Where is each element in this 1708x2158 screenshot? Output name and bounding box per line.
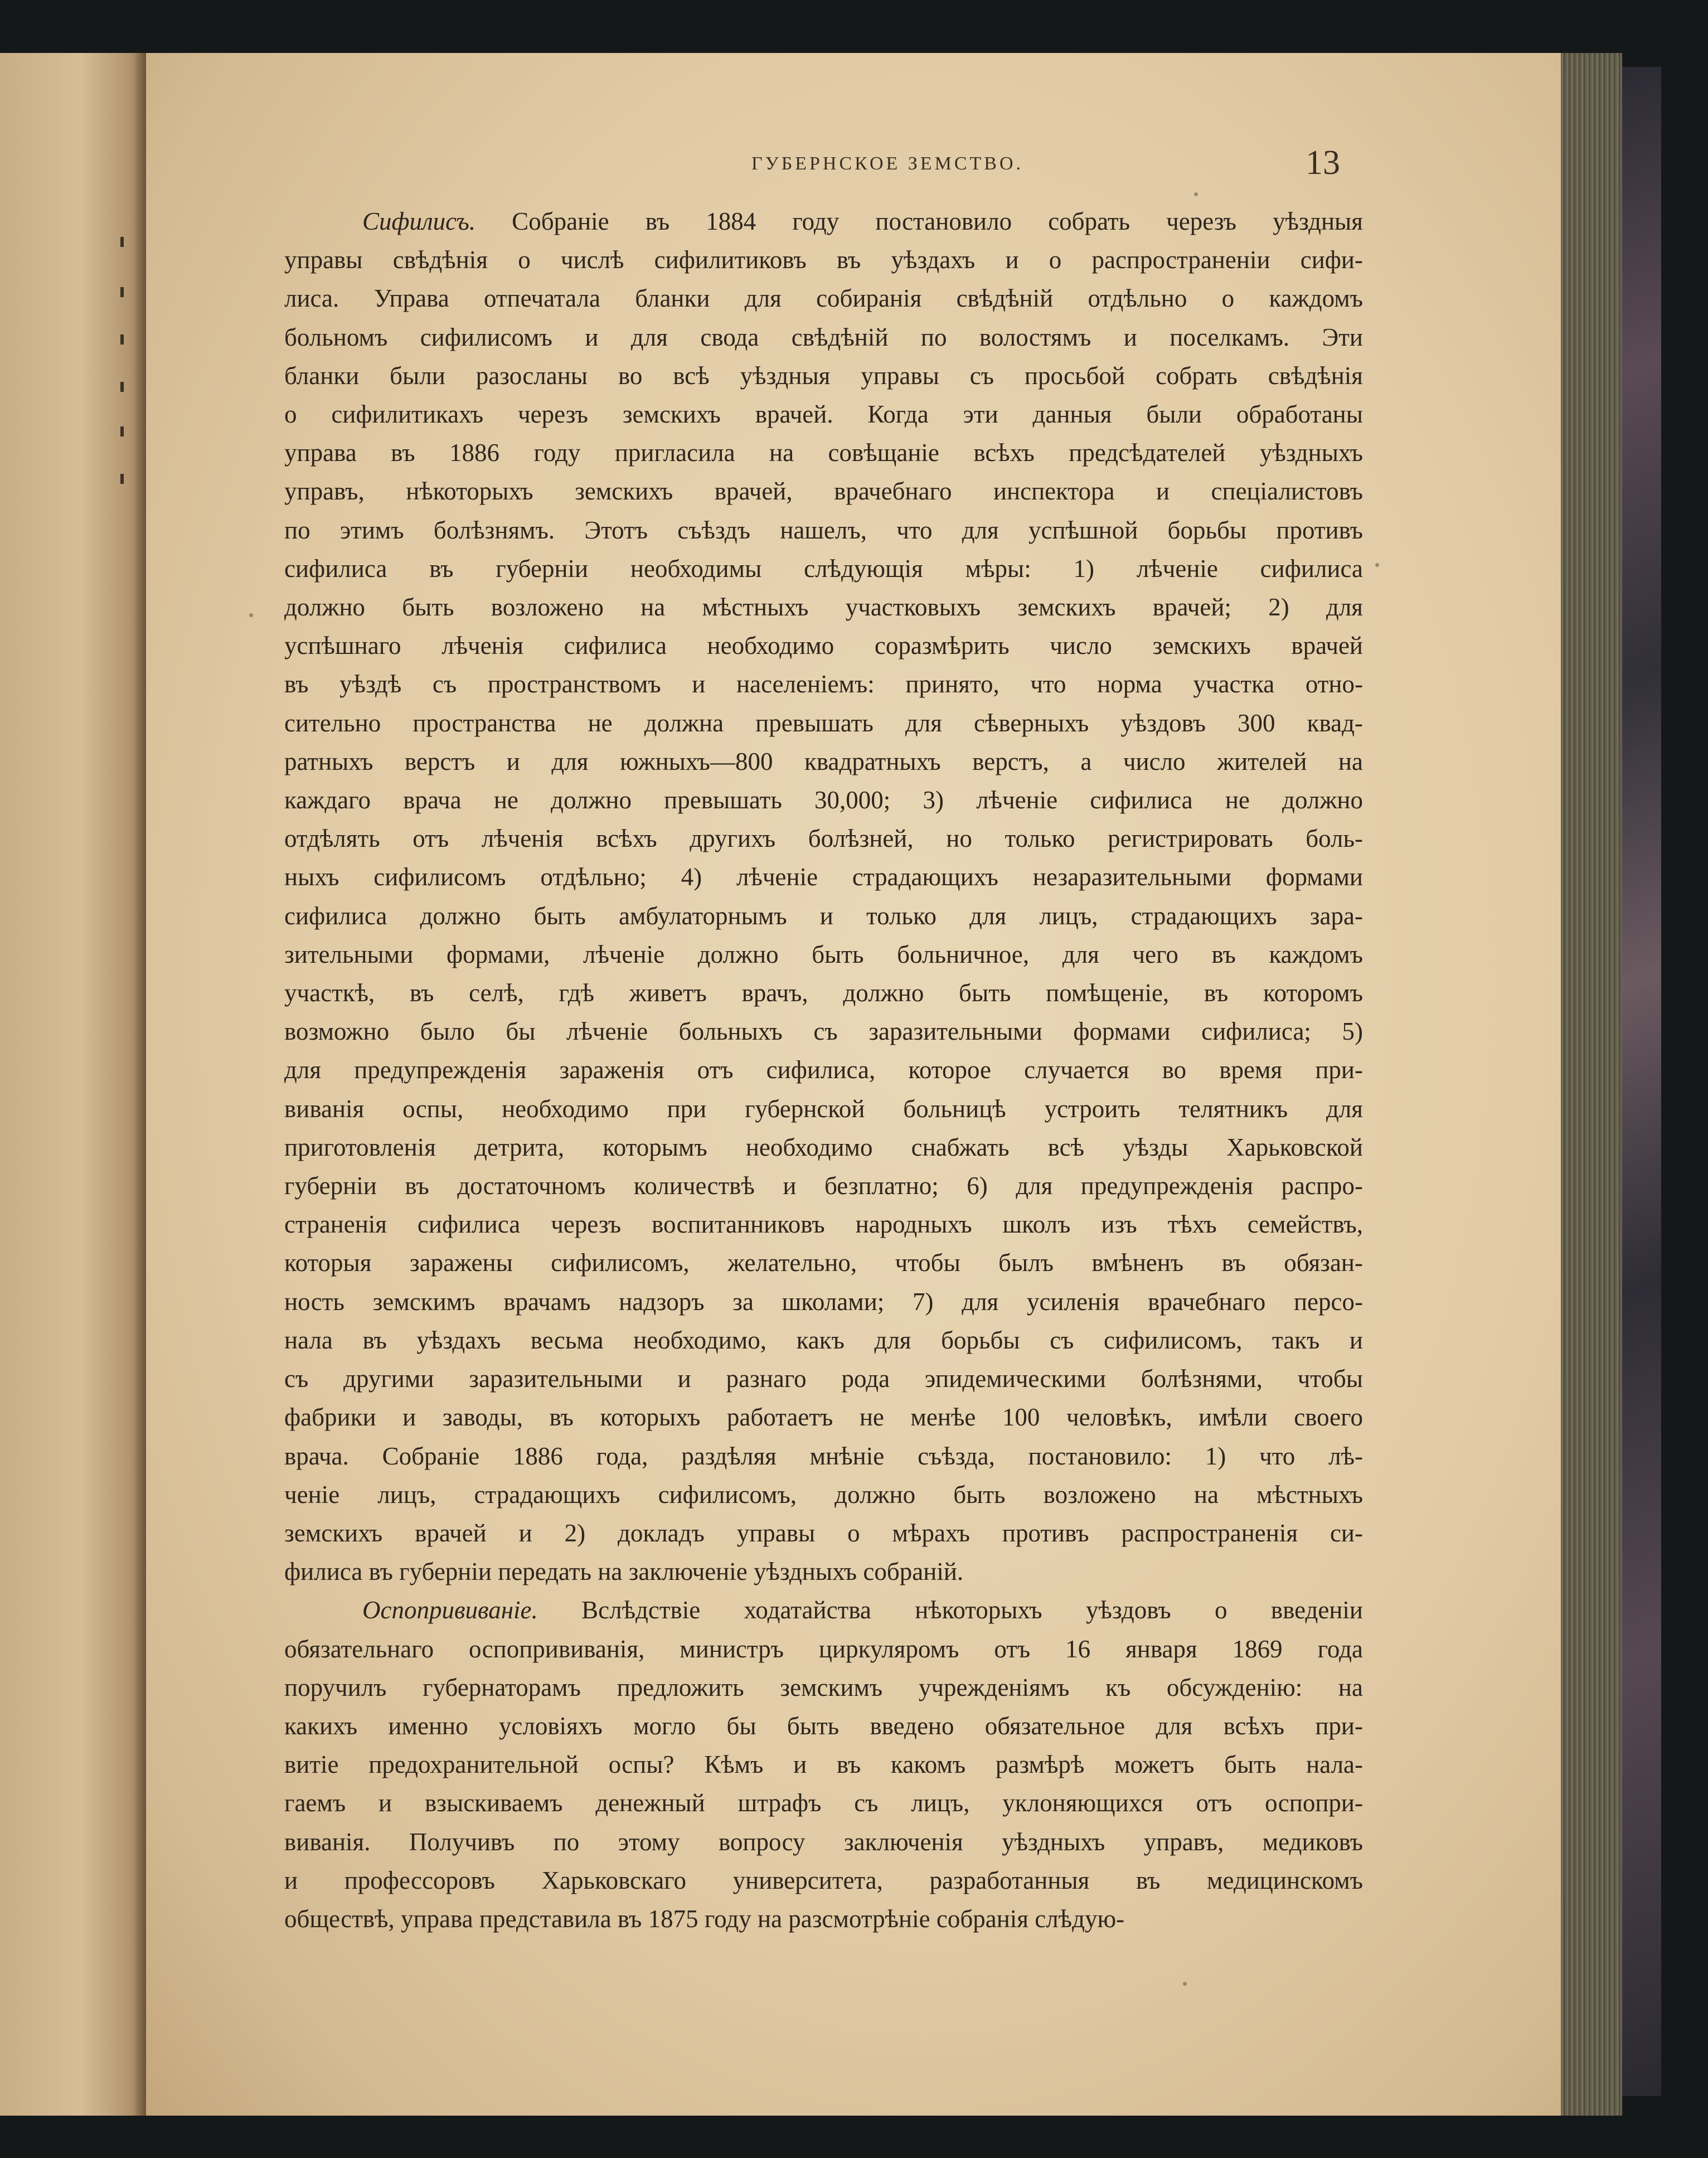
line-text: ченіе лицъ, страдающихъ сифилисомъ, должно быть возложено на мѣстныхъ	[284, 1480, 1363, 1509]
line-text: съ другими заразительными и разнаго рода эпидемическими болѣзнями, чтобы	[284, 1365, 1363, 1393]
text-line	[284, 1321, 1363, 1360]
text-line	[284, 974, 1363, 1012]
line-text: управъ, нѣкоторыхъ земскихъ врачей, врачебнаго инспектора и спеціалистовъ	[284, 477, 1363, 506]
text-line	[284, 279, 1363, 318]
text-line	[284, 704, 1363, 743]
line-text: въ уѣздѣ съ пространствомъ и населеніемъ: принято, что норма участка отно-	[284, 670, 1363, 699]
line-text: сифилиса должно быть амбулаторнымъ и только для лицъ, страдающихъ зара-	[284, 901, 1363, 930]
paragraph	[284, 202, 1363, 1591]
text-line	[284, 743, 1363, 781]
text-line	[284, 511, 1363, 550]
line-text: бланки были разосланы во всѣ уѣздныя управы съ просьбой собрать свѣдѣнія	[284, 361, 1363, 390]
line-text: отдѣлять отъ лѣченія всѣхъ другихъ болѣзней, но только регистрировать боль-	[284, 825, 1363, 853]
text-line	[284, 858, 1363, 896]
text-line	[284, 1128, 1363, 1167]
text-line	[284, 1437, 1363, 1476]
text-line	[284, 395, 1363, 434]
margin-mark	[120, 237, 124, 247]
paper-speck	[1375, 563, 1379, 567]
text-line	[284, 202, 1363, 241]
margin-mark	[120, 287, 124, 297]
book-page	[146, 53, 1562, 2116]
text-line	[284, 1514, 1363, 1553]
page-number: 13	[1306, 144, 1340, 182]
text-line	[284, 1012, 1363, 1051]
text-line	[284, 550, 1363, 588]
text-line	[284, 1669, 1363, 1707]
line-text: для предупрежденія зараженія отъ сифилиса, которое случается во время при-	[284, 1056, 1363, 1084]
line-text: обязательнаго оспопрививанія, министръ циркуляромъ отъ 16 января 1869 года	[284, 1635, 1363, 1663]
text-line	[284, 1823, 1363, 1861]
text-line	[284, 1283, 1363, 1321]
paragraph-lead: Сифилисъ.	[362, 207, 476, 235]
text-line	[284, 935, 1363, 974]
line-text: врача. Собраніе 1886 года, раздѣляя мнѣніе съѣзда, постановило: 1) что лѣ-	[284, 1442, 1363, 1470]
line-text: Собраніе въ 1884 году постановило собрать черезъ уѣздныя	[475, 207, 1363, 235]
text-line	[284, 1360, 1363, 1398]
line-text: виванія оспы, необходимо при губернской больницѣ устроить телятникъ для	[284, 1094, 1363, 1123]
line-text: гаемъ и взыскиваемъ денежный штрафъ съ лицъ, уклоняющихся отъ оспопри-	[284, 1789, 1363, 1817]
text-line	[284, 627, 1363, 665]
line-text: поручилъ губернаторамъ предложить земскимъ учрежденіямъ къ обсужденію: на	[284, 1673, 1363, 1701]
line-text: успѣшнаго лѣченія сифилиса необходимо соразмѣрить число земскихъ врачей	[284, 632, 1363, 660]
text-line	[284, 1861, 1363, 1900]
page-block-edge	[1561, 53, 1622, 2116]
line-text: управа въ 1886 году пригласила на совѣщаніе всѣхъ предсѣдателей уѣздныхъ	[284, 439, 1363, 467]
text-line	[284, 1784, 1363, 1822]
line-text: должно быть возложено на мѣстныхъ участковыхъ земскихъ врачей; 2) для	[284, 593, 1363, 622]
text-line	[284, 1630, 1363, 1669]
body-text	[284, 202, 1363, 1938]
line-text: которыя заражены сифилисомъ, желательно, чтобы былъ вмѣненъ въ обязан-	[284, 1249, 1363, 1277]
line-text: о сифилитикахъ черезъ земскихъ врачей. Когда эти данныя были обработаны	[284, 400, 1363, 429]
text-line	[284, 472, 1363, 511]
line-text: губерніи въ достаточномъ количествѣ и безплатно; 6) для предупрежденія распро-	[284, 1172, 1363, 1200]
text-line	[284, 1745, 1363, 1784]
line-text: витіе предохранительной оспы? Кѣмъ и въ какомъ размѣрѣ можетъ быть нала-	[284, 1750, 1363, 1779]
margin-mark	[120, 426, 124, 437]
text-line	[284, 1167, 1363, 1205]
line-text: какихъ именно условіяхъ могло бы быть введено обязательное для всѣхъ при-	[284, 1711, 1363, 1740]
text-line	[284, 1900, 1363, 1938]
marbled-cover-edge	[1622, 67, 1661, 2096]
line-text: ность земскимъ врачамъ надзоръ за школами; 7) для усиленія врачебнаго персо-	[284, 1287, 1363, 1316]
text-line	[284, 434, 1363, 472]
text-line	[284, 241, 1363, 279]
paper-speck	[1194, 192, 1198, 196]
text-line	[284, 357, 1363, 395]
left-facing-page	[0, 53, 146, 2116]
paragraph	[284, 1591, 1363, 1938]
line-text: Вслѣдствіе ходатайства нѣкоторыхъ уѣздовъ о введеніи	[537, 1596, 1363, 1624]
text-line	[284, 1205, 1363, 1244]
line-text: фабрики и заводы, въ которыхъ работаетъ не менѣе 100 человѣкъ, имѣли своего	[284, 1403, 1363, 1432]
line-text: по этимъ болѣзнямъ. Этотъ съѣздъ нашелъ, что для успѣшной борьбы противъ	[284, 516, 1363, 544]
page-header	[146, 144, 1562, 198]
text-line	[284, 1051, 1363, 1089]
paper-speck	[249, 613, 253, 617]
line-text: участкѣ, въ селѣ, гдѣ живетъ врачъ, должно быть помѣщеніе, въ которомъ	[284, 979, 1363, 1007]
text-line	[284, 1244, 1363, 1282]
line-text: ныхъ сифилисомъ отдѣльно; 4) лѣченіе страдающихъ незаразительными формами	[284, 863, 1363, 891]
line-text: земскихъ врачей и 2) докладъ управы о мѣрахъ противъ распространенія си-	[284, 1519, 1363, 1547]
text-line	[284, 819, 1363, 858]
line-text: филиса въ губерніи передать на заключеніе уѣздныхъ собраній.	[284, 1558, 964, 1586]
text-line	[284, 588, 1363, 627]
text-line	[284, 1398, 1363, 1437]
margin-mark	[120, 334, 124, 345]
text-line	[284, 665, 1363, 704]
text-line	[284, 1476, 1363, 1514]
line-text: каждаго врача не должно превышать 30,000; 3) лѣченіе сифилиса не должно	[284, 786, 1363, 814]
text-line	[284, 1707, 1363, 1745]
line-text: виванія. Получивъ по этому вопросу заключенія уѣздныхъ управъ, медиковъ	[284, 1827, 1363, 1856]
line-text: лиса. Управа отпечатала бланки для собиранія свѣдѣній отдѣльно о каждомъ	[284, 284, 1363, 313]
text-line	[284, 1591, 1363, 1630]
text-line	[284, 1090, 1363, 1128]
text-line	[284, 318, 1363, 357]
line-text: обществѣ, управа представила въ 1875 году на разсмотрѣніе собранія слѣдую-	[284, 1904, 1125, 1933]
line-text: больномъ сифилисомъ и для свода свѣдѣній по волостямъ и поселкамъ. Эти	[284, 323, 1363, 351]
line-text: нала въ уѣздахъ весьма необходимо, какъ для борьбы съ сифилисомъ, такъ и	[284, 1326, 1363, 1354]
line-text: приготовленія детрита, которымъ необходимо снабжать всѣ уѣзды Харьковской	[284, 1133, 1363, 1161]
line-text: возможно было бы лѣченіе больныхъ съ заразительными формами сифилиса; 5)	[284, 1017, 1363, 1046]
paragraph-lead: Оспопрививаніе.	[362, 1596, 538, 1624]
line-text: управы свѣдѣнія о числѣ сифилитиковъ въ уѣздахъ и о распространеніи сифи-	[284, 246, 1363, 274]
text-line	[284, 897, 1363, 935]
margin-mark	[120, 474, 124, 484]
line-text: сительно пространства не должна превышать для сѣверныхъ уѣздовъ 300 квад-	[284, 709, 1363, 737]
running-head: ГУБЕРНСКОЕ ЗЕМСТВО.	[751, 153, 1024, 174]
paper-speck	[1183, 1982, 1187, 1986]
line-text: зительными формами, лѣченіе должно быть больничное, для чего въ каждомъ	[284, 940, 1363, 968]
text-line	[284, 1553, 1363, 1591]
margin-mark	[120, 382, 124, 392]
text-line	[284, 781, 1363, 819]
line-text: страненія сифилиса черезъ воспитанниковъ народныхъ школъ изъ тѣхъ семействъ,	[284, 1210, 1363, 1239]
line-text: ратныхъ верстъ и для южныхъ—800 квадратныхъ верстъ, а число жителей на	[284, 747, 1363, 775]
line-text: и профессоровъ Харьковскаго университета, разработанныя въ медицинскомъ	[284, 1866, 1363, 1894]
line-text: сифилиса въ губерніи необходимы слѣдующія мѣры: 1) лѣченіе сифилиса	[284, 554, 1363, 583]
